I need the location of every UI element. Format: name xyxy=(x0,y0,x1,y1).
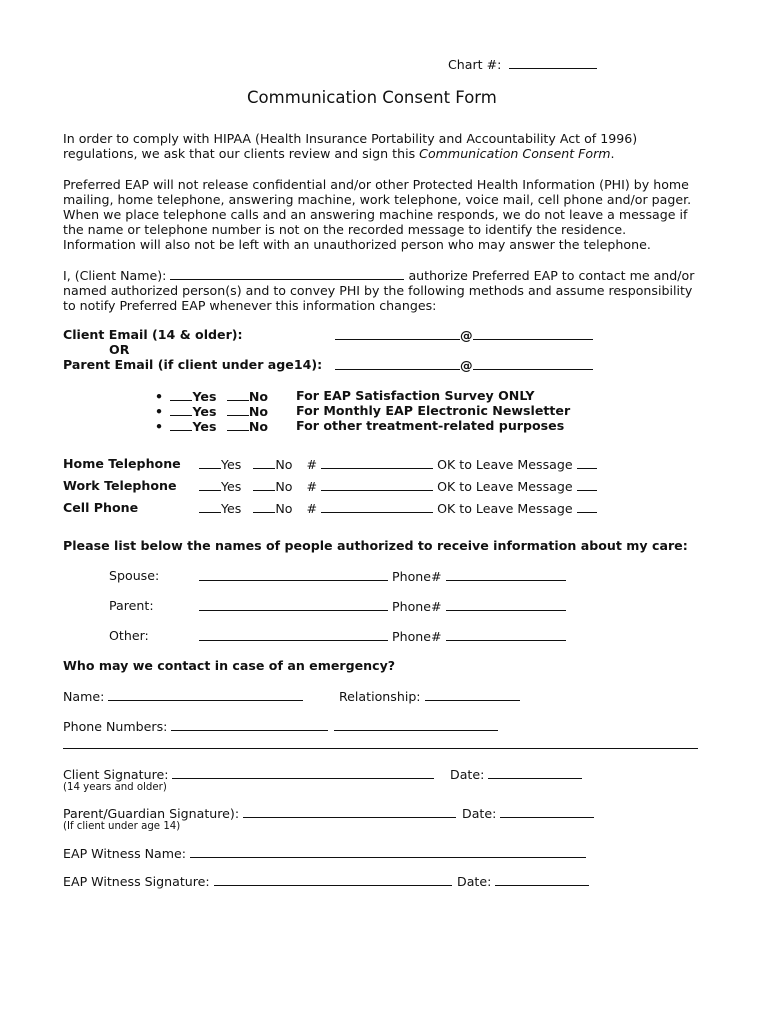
client-email-user-field[interactable] xyxy=(335,327,460,340)
emergency-phone-2-field[interactable] xyxy=(334,718,498,731)
authorized-name-field[interactable] xyxy=(199,598,388,611)
parent-email-domain-field[interactable] xyxy=(473,357,593,370)
client-signature-row: Client Signature: xyxy=(63,766,434,782)
no-checkbox[interactable] xyxy=(227,388,249,401)
phone-number-field[interactable] xyxy=(321,456,433,469)
authorization-line: to notify Preferred EAP whenever this information changes: xyxy=(63,298,437,313)
ok-message-field[interactable] xyxy=(577,456,597,469)
intro-line: In order to comply with HIPAA (Health Insurance Portability and Accountability Act of 1996) xyxy=(63,131,638,146)
policy-line: mailing, home telephone, answering machine, work telephone, voice mail, cell phone and/or pager. xyxy=(63,192,692,207)
relationship-field[interactable] xyxy=(425,688,520,701)
phone-type-label: Home Telephone xyxy=(63,456,181,471)
email-option-purpose: For EAP Satisfaction Survey ONLY xyxy=(296,388,535,403)
authorized-label: Spouse: xyxy=(109,568,160,583)
parent-email-label: Parent Email (if client under age14): xyxy=(63,357,323,372)
yes-checkbox[interactable] xyxy=(199,456,221,469)
intro-line: regulations, we ask that our clients review and sign this Communication Consent Form. xyxy=(63,146,615,161)
policy-line: the name or telephone number is not on the recorded message to identify the residence. xyxy=(63,222,627,237)
phone-number-field[interactable] xyxy=(321,500,433,513)
page-title: Communication Consent Form xyxy=(247,88,497,107)
policy-line: Information will also not be left with an unauthorized person who may answer the telephone. xyxy=(63,237,651,252)
witness-name-row: EAP Witness Name: xyxy=(63,845,586,861)
client-email-label: Client Email (14 & older): xyxy=(63,327,243,342)
ok-message-field[interactable] xyxy=(577,500,597,513)
email-option-row: • Yes No xyxy=(155,389,269,404)
no-checkbox[interactable] xyxy=(227,418,249,431)
chart-number xyxy=(448,56,597,72)
guardian-signature-field[interactable] xyxy=(243,805,456,818)
client-signature-note: (14 years and older) xyxy=(63,782,167,793)
authorized-row: Phone# xyxy=(199,628,566,644)
emergency-phone-1-field[interactable] xyxy=(171,718,328,731)
authorized-phone-field[interactable] xyxy=(446,628,566,641)
emergency-name-field[interactable] xyxy=(108,688,303,701)
phone-type-label: Cell Phone xyxy=(63,500,139,515)
client-name-label: I, (Client Name): xyxy=(63,268,167,283)
authorized-phone-field[interactable] xyxy=(446,568,566,581)
client-signature-field[interactable] xyxy=(172,766,434,779)
client-date-field[interactable] xyxy=(488,766,582,779)
client-name-field[interactable] xyxy=(170,267,404,280)
form-name-emphasis: Communication Consent Form xyxy=(419,146,611,161)
chart-number-label: Chart #: xyxy=(448,57,502,72)
phone-options-row: Yes No # OK to Leave Message xyxy=(199,500,597,516)
no-checkbox[interactable] xyxy=(227,403,249,416)
authorization-line: I, (Client Name): authorize Preferred EAP to contact me and/or xyxy=(63,268,695,283)
emergency-name-row: Name: xyxy=(63,688,303,704)
witness-name-field[interactable] xyxy=(190,845,586,858)
emergency-phones-row: Phone Numbers: xyxy=(63,718,498,734)
or-label: OR xyxy=(109,342,130,357)
chart-number-field[interactable] xyxy=(509,56,597,69)
authorized-row: Phone# xyxy=(199,598,566,614)
relationship-row: Relationship: xyxy=(339,688,520,704)
policy-paragraph xyxy=(63,177,713,252)
witness-signature-field[interactable] xyxy=(214,873,452,886)
intro-paragraph xyxy=(63,131,713,161)
witness-date-row: Date: xyxy=(457,873,589,889)
phone-options-row: Yes No # OK to Leave Message xyxy=(199,456,597,472)
yes-checkbox[interactable] xyxy=(170,388,192,401)
phone-type-label: Work Telephone xyxy=(63,478,177,493)
witness-date-field[interactable] xyxy=(495,873,589,886)
no-checkbox[interactable] xyxy=(253,478,275,491)
authorized-phone-field[interactable] xyxy=(446,598,566,611)
policy-line: When we place telephone calls and an answering machine responds, we do not leave a message if xyxy=(63,207,688,222)
guardian-date-row: Date: xyxy=(462,805,594,821)
email-option-purpose: For other treatment-related purposes xyxy=(296,418,565,433)
authorization-line: named authorized person(s) and to convey PHI by the following methods and assume responsibility xyxy=(63,283,693,298)
no-checkbox[interactable] xyxy=(253,500,275,513)
parent-email-field[interactable]: @ xyxy=(335,357,593,373)
yes-checkbox[interactable] xyxy=(199,478,221,491)
guardian-date-field[interactable] xyxy=(500,805,594,818)
witness-signature-row: EAP Witness Signature: xyxy=(63,873,452,889)
email-option-purpose: For Monthly EAP Electronic Newsletter xyxy=(296,403,571,418)
client-email-field[interactable]: @ xyxy=(335,327,593,343)
client-date-row: Date: xyxy=(450,766,582,782)
authorization-paragraph xyxy=(63,267,713,313)
authorized-name-field[interactable] xyxy=(199,568,388,581)
section-divider xyxy=(63,748,698,749)
authorized-name-field[interactable] xyxy=(199,628,388,641)
authorized-label: Other: xyxy=(109,628,149,643)
authorized-row: Phone# xyxy=(199,568,566,584)
authorized-label: Parent: xyxy=(109,598,154,613)
yes-checkbox[interactable] xyxy=(170,403,192,416)
ok-message-field[interactable] xyxy=(577,478,597,491)
yes-checkbox[interactable] xyxy=(170,418,192,431)
guardian-signature-row: Parent/Guardian Signature): xyxy=(63,805,456,821)
parent-email-user-field[interactable] xyxy=(335,357,460,370)
emergency-heading: Who may we contact in case of an emergency? xyxy=(63,658,396,673)
no-checkbox[interactable] xyxy=(253,456,275,469)
email-option-row: • Yes No xyxy=(155,404,269,419)
phone-number-field[interactable] xyxy=(321,478,433,491)
guardian-signature-note: (If client under age 14) xyxy=(63,821,181,832)
policy-line: Preferred EAP will not release confidential and/or other Protected Health Information (PHI) by home xyxy=(63,177,689,192)
authorized-heading: Please list below the names of people authorized to receive information about my care: xyxy=(63,538,688,553)
client-email-domain-field[interactable] xyxy=(473,327,593,340)
yes-checkbox[interactable] xyxy=(199,500,221,513)
email-option-row: • Yes No xyxy=(155,419,269,434)
phone-options-row: Yes No # OK to Leave Message xyxy=(199,478,597,494)
